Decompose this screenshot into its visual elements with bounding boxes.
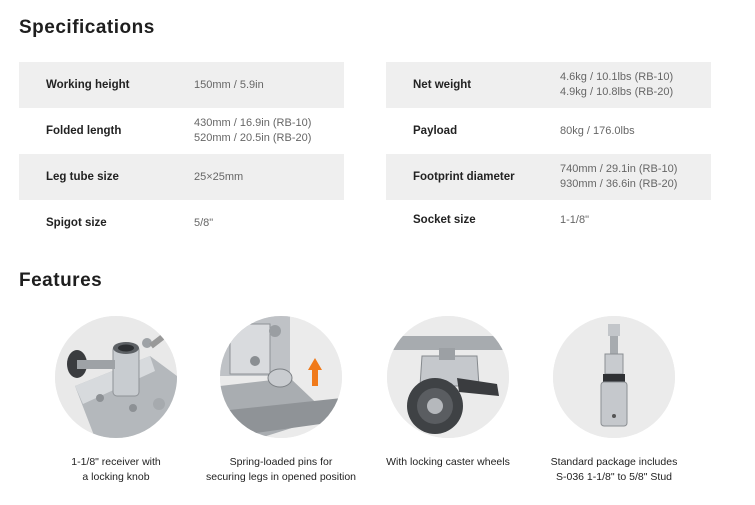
- features-heading: Features: [19, 270, 103, 291]
- spec-row: [386, 154, 711, 200]
- spec-label: Spigot size: [46, 217, 107, 229]
- spec-label: Leg tube size: [46, 171, 119, 183]
- spec-label: Working height: [46, 79, 130, 91]
- receiver-knob-photo: [55, 316, 177, 438]
- spec-table-left: [19, 62, 344, 246]
- spec-row: [19, 62, 344, 108]
- spec-label: Payload: [413, 125, 458, 137]
- spec-label: Footprint diameter: [413, 171, 515, 183]
- spec-label: Socket size: [413, 214, 476, 226]
- spec-row: [19, 108, 344, 154]
- feature-caption: With locking caster wheels: [386, 456, 510, 468]
- spec-label: Folded length: [46, 125, 122, 137]
- caster-wheel-photo: [387, 316, 509, 438]
- spec-value: 430mm / 16.9in (RB-10) 520mm / 20.5in (RB-20): [194, 117, 312, 144]
- stud-icon: [553, 316, 675, 438]
- spec-row: [386, 200, 711, 240]
- spec-table-right: [386, 62, 711, 240]
- specifications-heading: Specifications: [19, 17, 155, 38]
- feature-caption: Standard package includes S-036 1-1/8" to 5/8" Stud: [550, 456, 678, 483]
- spec-value: 150mm / 5.9in: [194, 78, 264, 91]
- stud-photo: [553, 316, 675, 438]
- spec-value: 5/8": [194, 216, 214, 229]
- spring-pin-icon: [220, 316, 342, 438]
- spec-value: 1-1/8": [560, 213, 589, 226]
- spec-label: Net weight: [413, 79, 472, 91]
- feature-caption: Spring-loaded pins for securing legs in opened position: [205, 456, 357, 483]
- spec-row: [19, 154, 344, 200]
- caster-wheel-icon: [387, 316, 509, 438]
- spec-row: [386, 108, 711, 154]
- spec-row: [19, 200, 344, 246]
- spec-value: 740mm / 29.1in (RB-10) 930mm / 36.6in (RB-20): [560, 163, 678, 190]
- feature-caption: 1-1/8" receiver with a locking knob: [71, 456, 161, 483]
- spec-value: 4.6kg / 10.1lbs (RB-10) 4.9kg / 10.8lbs (RB-20): [560, 71, 674, 98]
- receiver-knob-icon: [55, 316, 177, 438]
- spec-value: 80kg / 176.0lbs: [560, 124, 635, 137]
- spring-pin-photo: [220, 316, 342, 438]
- spec-row: [386, 62, 711, 108]
- spec-value: 25×25mm: [194, 170, 244, 183]
